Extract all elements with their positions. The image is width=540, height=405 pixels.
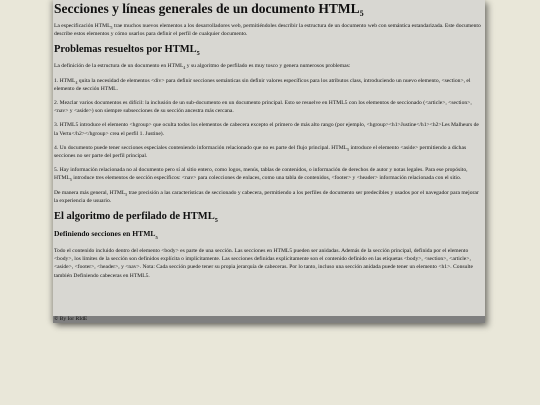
problem-item-4: 4. Un documento puede tener secciones especiales conteniendo información relacionado que no es parte del flujo principal. $HTML_5$ introduce el elemento <aside> permitiendo a dichas secciones no ser parte del perfil principal. [54, 144, 467, 160]
defining-sections-paragraph: Todo el contenido incluido dentro del elemento <body> es parte de una sección. Las secciones en HTML5 pueden ser anidadas. Además de la sección principal, definida por el elemento <body>, los límites de la sección son definidos explícita o implícitamente. Las secciones definidas explícitamente son el contenido definido en las etiquetas <body>, <section>, <article>, <aside>, <footer>, <header>, y <nav>. Nota: Cada sección puede tener su propia jerarquía de cabeceras. Por lo tanto, incluso una sección anidada puede tener un elemento <h1>. Consulte también Definiendo cabeceras en HTML5. [54, 248, 473, 279]
document-page [53, 0, 485, 323]
problems-lead-paragraph: La definición de la estructura de un documento en $HTML_4$ y su algoritmo de perfilado es muy tosco y genera numerosos problemas: [54, 63, 351, 71]
problem-item-3: 3. HTML5 introduce el elemento <hgroup> que oculta todos los elementos de cabecera excepto el primero de más alto rango (por ejemplo, <hgroup><h1>Justine</h1><h2>Les Malheurs de la Vertu</h2></hgroup> crea el perfil 1. Justine). [54, 122, 479, 137]
problems-closing-paragraph: De manera más general, $HTML_5$ trae precisión a las características de seccionado y cabecera, permitiendo a los perfiles de documento ser predecibles y usados por el navegador para mejorar la experiencia de usuario. [54, 189, 479, 204]
page-title: Secciones y líneas generales de un documento $HTML_5$ [54, 1, 364, 18]
section-heading-algorithm: El algoritmo de perfilado de $HTML_5$ [54, 211, 218, 225]
subsection-heading-defining-sections: Definiendo secciones en $HTML_5$ [54, 229, 158, 241]
intro-paragraph: La especificación $HTML_5$ trae muchos nuevos elementos a los desarrolladores web, permitiéndoles describir la estructura de un documento web con semántica estandarizada. Este documento describe estos elementos y cómo usarlos para definir el perfil de cualquier documento. [54, 23, 481, 38]
section-heading-problems: Problemas resueltos por $HTML_5$ [54, 44, 200, 58]
page-footer: © By Ior RIdE [53, 316, 485, 323]
problem-item-1: 1. $HTML_4$ quita la necesidad de elementos <div> para definir secciones semánticas sin definir valores específicos para los atributos class, introduciendo un nuevo elemento, <section>, el elemento de sección HTML. [54, 77, 471, 92]
problem-item-2: 2. Mezclar varios documentos es difícil: la inclusión de un sub-documento en un documento principal. Esto se resuelve en HTML5 con los elementos de seccionado (<article>, <section>, <nav> y <aside>) son siempre subsecciones de su sección ancestra más cercana. [54, 100, 472, 115]
document-content [53, 1, 485, 280]
problem-item-5: 5. Hay información relacionada no al documento pero sí al sitio entero, como logos, menús, tablas de contenidos, o información de derechos de autor y notas legales. Para ese propósito, $HTML_5$ introduce tres elementos de sección específicos: <nav> para colecciones de enlaces, como una tabla de contenidos, <footer> y <header> información relacionada con el sitio. [54, 167, 468, 183]
